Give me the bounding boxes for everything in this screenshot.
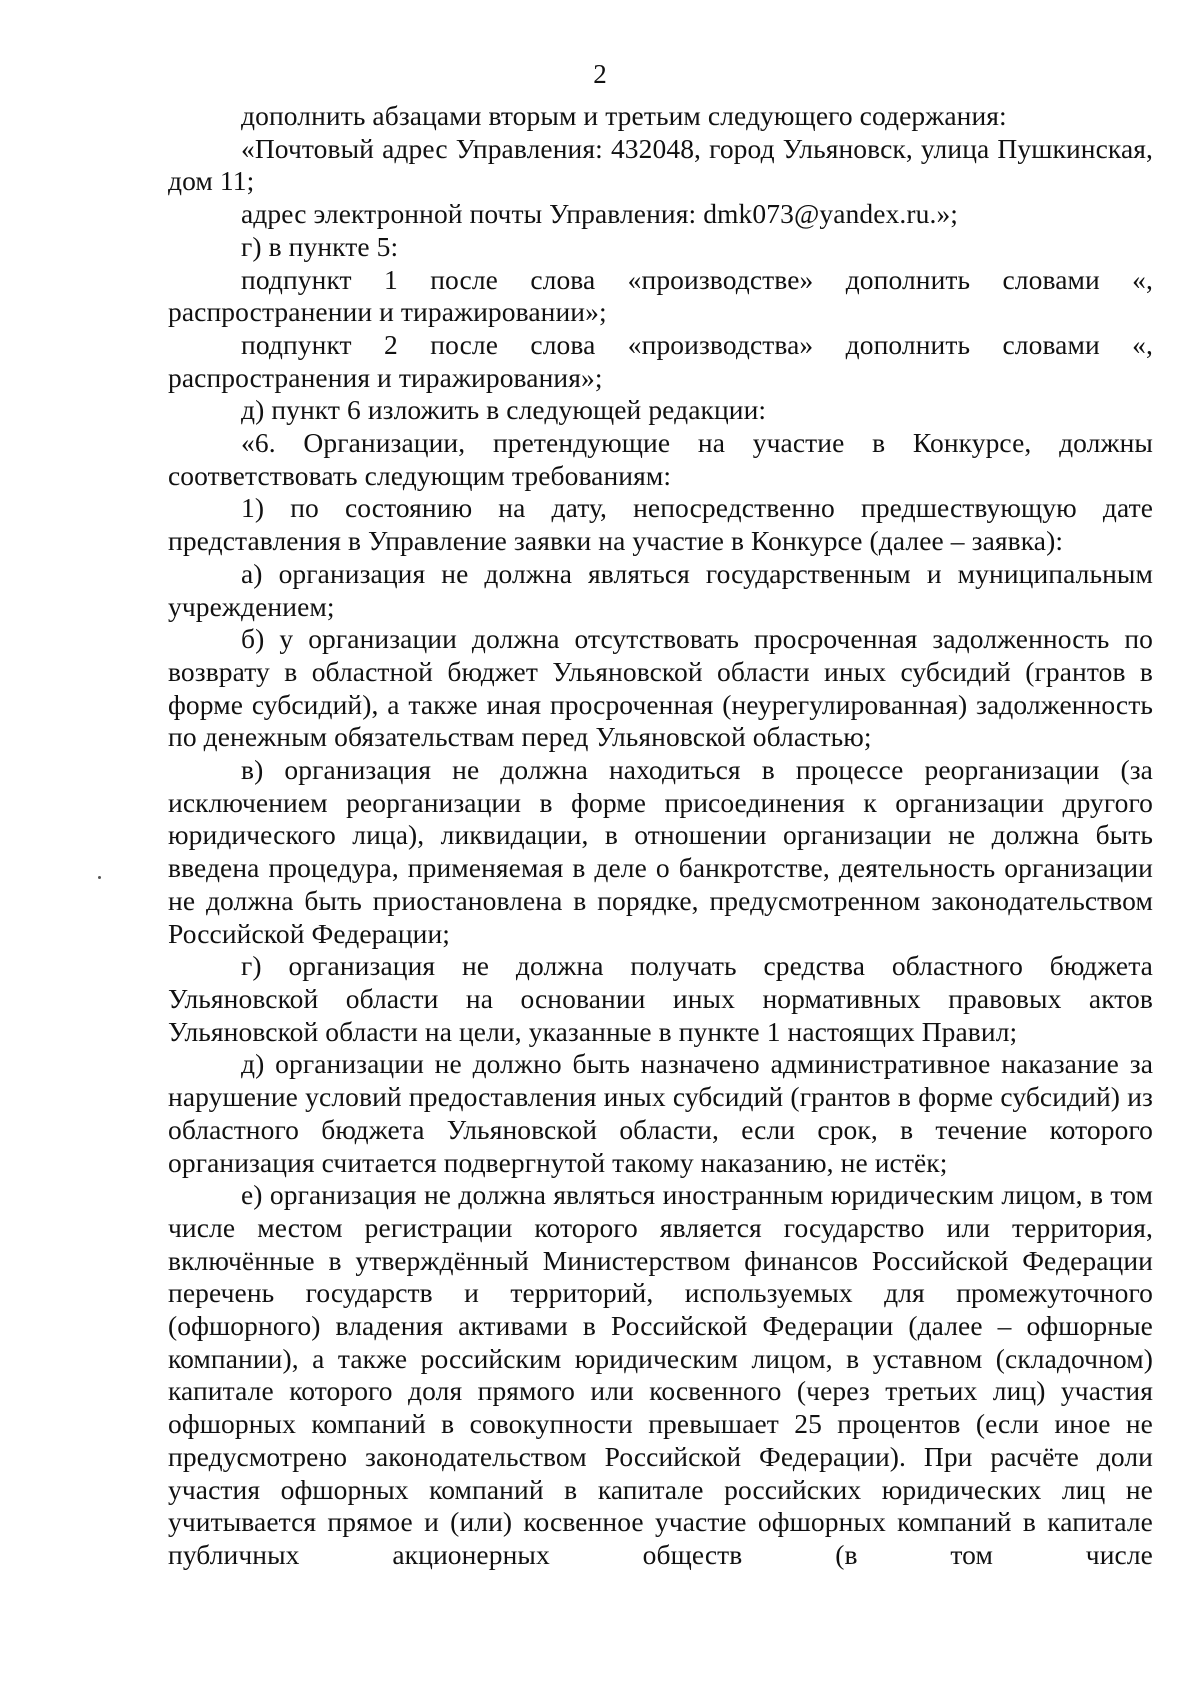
paragraph-requirement-1: 1) по состоянию на дату, непосредственно предшествующую дате представления в Управление заявки на участие в Конкурсе (далее – заявка):: [168, 492, 1153, 557]
paragraph-intro: дополнить абзацами вторым и третьим следующего содержания:: [241, 100, 1007, 131]
paragraph-subpoint-1: подпункт 1 после слова «производстве» дополнить словами «, распространении и тиражировании»;: [168, 263, 1153, 328]
paragraph-requirement-d: д) организации не должно быть назначено административное наказание за нарушение условий предоставления иных субсидий (грантов в форме субсидий) из областного бюджета Ульяновской области, если срок, в течение которого организация считается подвергнутой такому наказанию, не истёк;: [168, 1048, 1153, 1178]
paragraph-point-6-intro: д) пункт 6 изложить в следующей редакции:: [241, 394, 767, 426]
document-body: [168, 100, 1153, 1572]
scan-speck: [98, 876, 101, 879]
paragraph-point-6: «6. Организации, претендующие на участие в Конкурсе, должны соответствовать следующим требованиям:: [168, 427, 1153, 491]
paragraph-requirement-v: в) организация не должна находиться в процессе реорганизации (за исключением реорганизации в форме присоединения к организации другого юридического лица), ликвидации, в отношении организации не должна быть введена процедура, применяемая в деле о банкротстве, деятельность организации не должна быть приостановлена в порядке, предусмотренном законодательством Российской Федерации;: [168, 754, 1153, 949]
paragraph-subpoint-2: подпункт 2 после слова «производства» дополнить словами «, распространения и тиражирования»;: [168, 328, 1153, 393]
paragraph-requirement-a: а) организация не должна являться государственным и муниципальным учреждением;: [168, 557, 1153, 622]
paragraph-email-address: адрес электронной почты Управления: dmk073@yandex.ru.»;: [241, 198, 959, 230]
paragraph-requirement-g: г) организация не должна получать средства областного бюджета Ульяновской области на основании иных нормативных правовых актов Ульяновской области на цели, указанные в пункте 1 настоящих Правил;: [168, 950, 1153, 1047]
paragraph-point-5: г) в пункте 5:: [241, 230, 399, 262]
paragraph-postal-address: «Почтовый адрес Управления: 432048, город Ульяновск, улица Пушкинская, дом 11;: [168, 132, 1153, 197]
page-number: 2: [593, 59, 607, 89]
paragraph-requirement-e: е) организация не должна являться иностранным юридическим лицом, в том числе местом регистрации которого является государство или территория, включённые в утверждённый Министерством финансов Российской Федерации перечень государств и территорий, используемых для промежуточного (офшорного) владения активами в Российской Федерации (далее – офшорные компании), а также российским юридическим лицом, в уставном (складочном) капитале которого доля прямого или косвенного (через третьих лиц) участия офшорных компаний в совокупности превышает 25 процентов (если иное не предусмотрено законодательством Российской Федерации). При расчёте доли участия офшорных компаний в капитале российских юридических лиц не учитывается прямое и (или) косвенное участие офшорных компаний в капитале публичных акционерных обществ (в том числе: [168, 1179, 1153, 1570]
paragraph-requirement-b: б) у организации должна отсутствовать просроченная задолженность по возврату в областной бюджет Ульяновской области иных субсидий (грантов в форме субсидий), а также иная просроченная (неурегулированная) задолженность по денежным обязательствам перед Ульяновской областью;: [168, 623, 1153, 753]
